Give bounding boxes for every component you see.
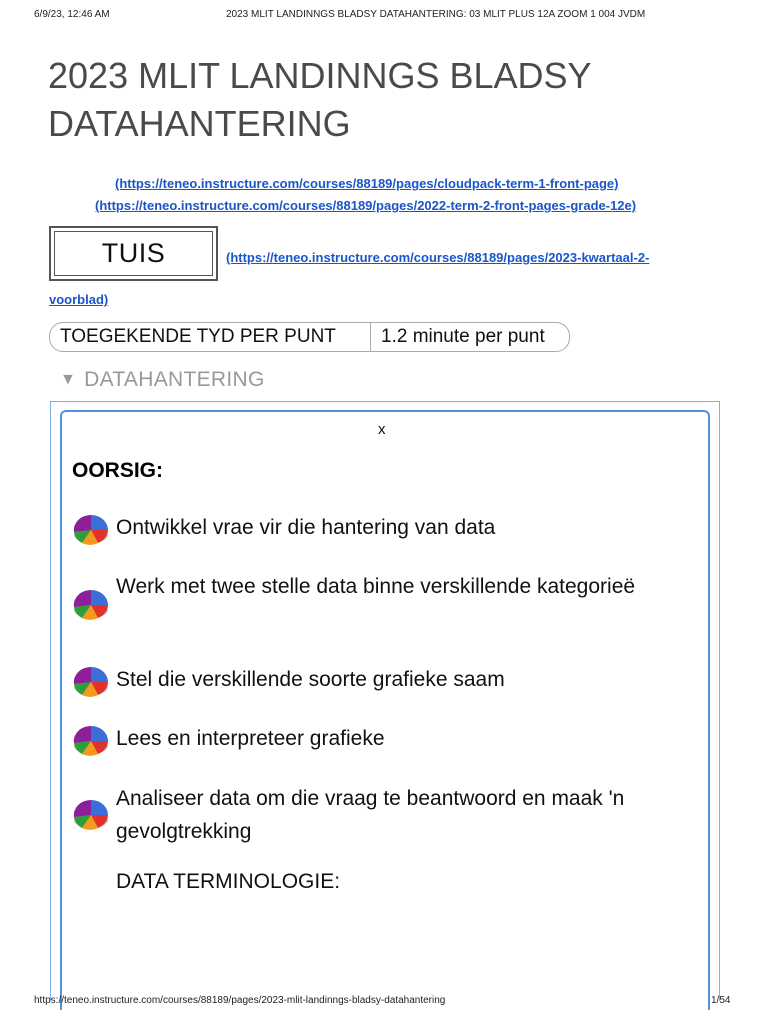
close-button[interactable]: x [378,421,386,438]
link-kwartaal-2-voorblad[interactable]: (https://teneo.instructure.com/courses/88189/pages/2023-kwartaal-2- [226,250,650,265]
objective-text: Ontwikkel vrae vir die hantering van data [116,516,496,539]
terminology-heading: DATA TERMINOLOGIE: [116,870,341,893]
objective-item [72,782,672,848]
time-allocation-label: TOEGEKENDE TYD PER PUNT [50,323,371,351]
content-panel [60,410,710,1010]
print-footer-url: https://teneo.instructure.com/courses/88189/pages/2023-mlit-landinngs-bladsy-datahantering [34,995,446,1006]
overview-heading: OORSIG: [72,459,164,482]
pie-chart-icon [72,798,110,832]
objective-item [72,722,672,758]
pie-chart-icon [72,513,110,547]
link-term-2-front-page[interactable]: (https://teneo.instructure.com/courses/88189/pages/2022-term-2-front-pages-grade-12e) [95,198,637,213]
time-allocation-value: 1.2 minute per punt [381,326,545,347]
tuis-home-button[interactable] [49,226,218,281]
page-title: 2023 MLIT LANDINNGS BLADSY DATAHANTERING [48,55,591,144]
objective-item [72,663,672,699]
print-header-title: 2023 MLIT LANDINNGS BLADSY DATAHANTERING: 03 MLIT PLUS 12A ZOOM 1 004 JVDM [226,9,646,20]
objective-item [72,570,672,622]
time-allocation-table [49,322,570,352]
objective-item [72,511,672,547]
print-footer-page: 1/54 [711,995,731,1006]
triangle-down-icon: ▼ [60,371,77,388]
objective-text: Stel die verskillende soorte grafieke saam [116,668,505,691]
print-header-datetime: 6/9/23, 12:46 AM [34,9,110,20]
link-term-1-front-page[interactable]: (https://teneo.instructure.com/courses/88189/pages/cloudpack-term-1-front-page) [115,176,619,191]
objective-text: Analiseer data om die vraag te beantwoord en maak 'n gevolgtrekking [116,787,625,843]
objective-text: Lees en interpreteer grafieke [116,727,385,750]
pie-chart-icon [72,588,110,622]
link-kwartaal-2-voorblad-continued[interactable]: voorblad) [49,292,109,307]
tuis-label: TUIS [54,231,213,276]
objective-text: Werk met twee stelle data binne verskillende kategorieë [116,575,636,598]
section-toggle-datahantering[interactable] [60,368,265,392]
pie-chart-icon [72,665,110,699]
section-title: DATAHANTERING [84,368,265,391]
pie-chart-icon [72,724,110,758]
